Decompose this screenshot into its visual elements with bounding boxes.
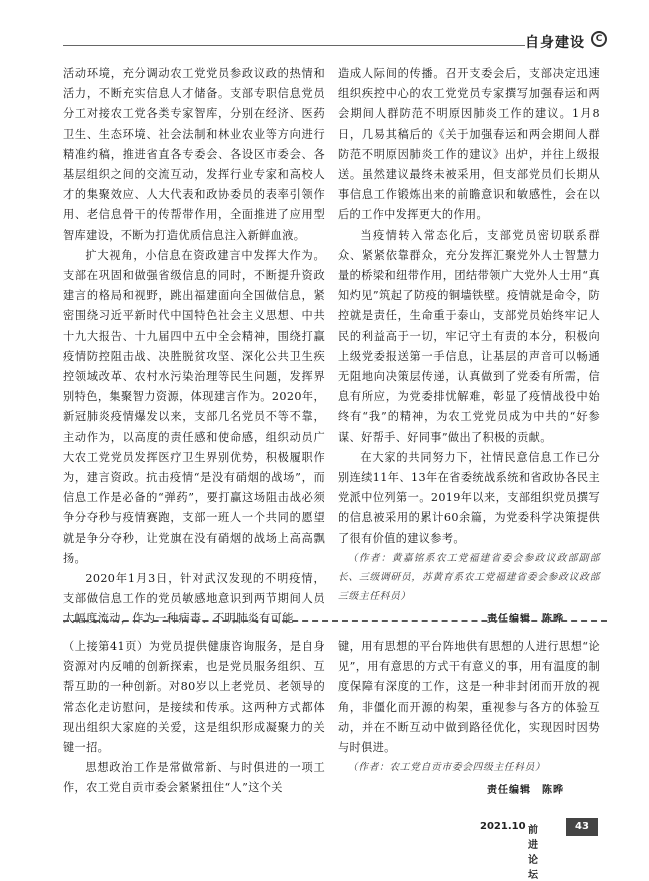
paragraph: 思想政治工作是常做常新、与时俱进的一项工作，农工党自贡市委会紧紧扭住“人”这个关 [63, 761, 325, 795]
c-circle-icon: C [591, 31, 607, 47]
editor-credit: 责任编辑 陈晔 [487, 613, 564, 625]
article-column-bottom-left [63, 637, 325, 799]
page-number: 43 [566, 818, 598, 836]
paragraph: 扩大视角，小信息在资政建言中发挥大作为。支部在巩固和做强省级信息的同时，不断提升资政建言的格局和视野，跳出福建面向全国做信息，紧密围绕习近平新时代中国特色社会主义思想、中共十九大报告、十九届四中五中全会精神，围绕打赢疫情防控阻击战、决胜脱贫攻坚、深化公共卫生疾控领域改革、农村水污染治理等民生问题，发挥界别特色，集聚智力资源，体现建言作为。2020年，新冠肺炎疫情爆发以来，支部几名党员不等不靠，主动作为，以高度的责任感和使命感，组织动员广大农工党党员发挥医疗卫生界别优势，积极履职作为，建言资政。抗击疫情“是没有硝烟的战场”，而信息工作是必备的“弹药”，要打赢这场阻击战必须争分夺秒与疫情赛跑，支部一班人一个共同的愿望就是争分夺秒，让党旗在没有硝烟的战场上高高飘扬。 [63, 248, 325, 565]
paragraph: （上接第41页）为党员提供健康咨询服务，是自身资源对内反哺的创新探索，也是党员服务组织、互帮互助的一种创新。对80岁以上老党员、老领导的常态化走访慰问，是接续和传承。这两种方式都体现出组织大家庭的关爱，这是组织形成凝聚力的关键一招。 [63, 640, 325, 755]
page-header [63, 30, 607, 54]
paragraph: 2020年1月3日，针对武汉发现的不明疫情，支部做信息工作的党员敏感地意识到两节期间人员大幅度流动，作为一种病毒、不明肺炎有可能 [63, 572, 325, 626]
section-divider [63, 620, 607, 622]
paragraph: 键，用有思想的平台阵地供有思想的人进行思想“论见”，用有意思的方式干有意义的事，用有温度的制度保障有深度的工作，这是一种非封闭而开放的视角，非僵化而开源的构架，重视参与各方的体验互动，并在不断互动中做到路径优化，实现因时因势与时俱进。 [338, 640, 600, 755]
article-column-bottom-right [338, 637, 600, 801]
issue-date: 2021.10 [480, 821, 526, 832]
editor-credit: 责任编辑 陈晔 [487, 785, 564, 797]
section-title: 自身建设 [525, 35, 585, 51]
author-note: （作者：黄嘉铭系农工党福建省委会参政议政部副部长、三级调研员，苏黄育系农工党福建省委会参政议政部三级主任科员） [338, 552, 600, 602]
journal-name: 前进论坛 [528, 825, 539, 881]
header-rule [63, 45, 525, 46]
article-column-top-left [63, 64, 325, 630]
article-column-top-right [338, 64, 600, 630]
paragraph: 活动环境，充分调动农工党党员参政议政的热情和活力，不断充实信息人才储备。支部专职信息党员分工对接农工党各类专家智库，分别在经济、医药卫生、生态环境、社会法制和林业农业等方向进行精准约稿，推进省直各专委会、各设区市委会、各基层组织之间的交流互动，发挥行业专家和高校人才的集聚效应、人大代表和政协委员的表率引领作用、老信息骨干的传帮带作用，全面推进了应用型智库建设，不断为打造优质信息注入新鲜血液。 [63, 67, 325, 242]
paragraph: 造成人际间的传播。召开支委会后，支部决定迅速组织疾控中心的农工党党员专家撰写加强春运和两会期间人群防范不明原因肺炎工作的建议。1月8日，几易其稿后的《关于加强春运和两会期间人群防范不明原因肺炎工作的建议》出炉，并往上级报送。虽然建议最终未被采用，但支部党员们长期从事信息工作锻炼出来的前瞻意识和敏感性，会在以后的工作中发挥更大的作用。 [338, 67, 600, 222]
paragraph: 在大家的共同努力下，社情民意信息工作已分别连续11年、13年在省委统战系统和省政协各民主党派中位列第一。2019年以来，支部组织党员撰写的信息被采用的累计60余篇，为党委科学决策提供了很有价值的建议参考。 [338, 450, 600, 545]
paragraph: 当疫情转入常态化后，支部党员密切联系群众、紧紧依靠群众，充分发挥汇聚党外人士智慧力量的桥梁和纽带作用，团结带领广大党外人士用“真知灼见”筑起了防疫的铜墙铁壁。疫情就是命令，防控就是责任，生命重于泰山，支部党员始终牢记人民的利益高于一切，牢记守土有责的本分，积极向上级党委报送第一手信息，让基层的声音可以畅通无阻地向决策层传递，认真做到了党委有所需，信息有所应，为党委排忧解难，彰显了疫情战役中始终有“我”的精神，为农工党党员成为中共的“好参谋、好帮手、好同事”做出了积极的贡献。 [338, 228, 600, 444]
author-note: （作者：农工党自贡市委会四级主任科员） [347, 762, 546, 774]
